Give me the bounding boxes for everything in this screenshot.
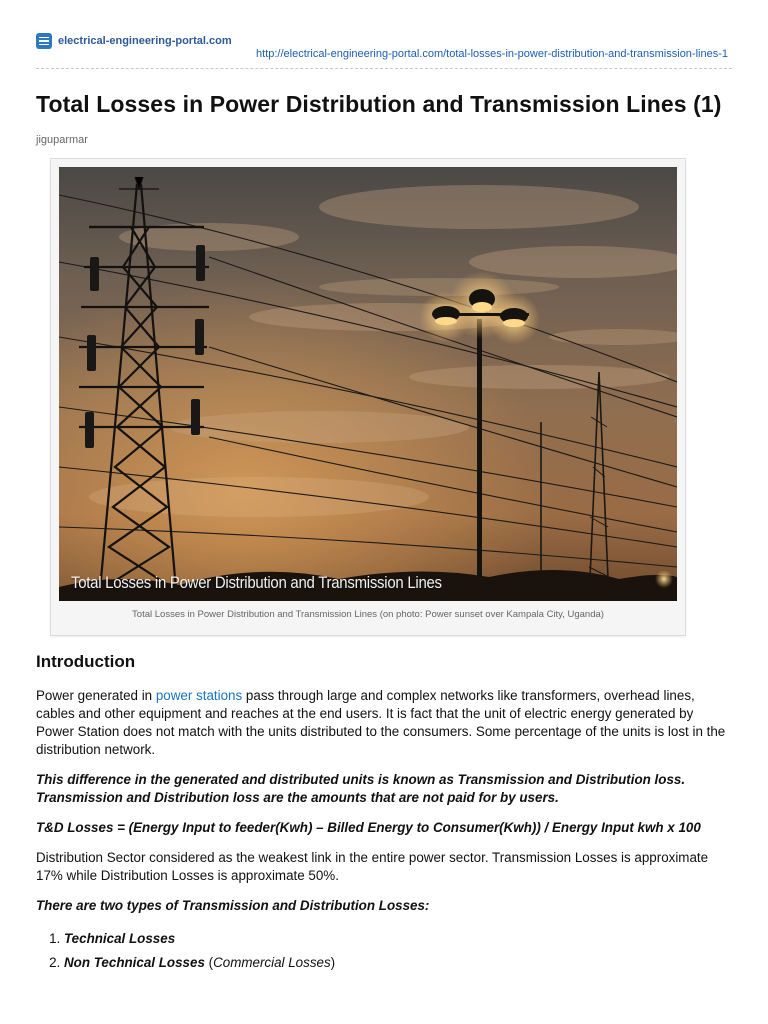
- loss-types-heading: There are two types of Transmission and Distribution Losses:: [36, 898, 430, 913]
- list-item-label: Technical Losses: [64, 931, 176, 946]
- list-item: 2. Non Technical Losses (Commercial Losses): [64, 951, 730, 975]
- intro-text-start: Power generated in: [36, 688, 156, 703]
- figure-caption: Total Losses in Power Distribution and Transmission Lines (on photo: Power sunset over Kampala City, Uganda): [132, 609, 604, 620]
- intro-paragraph: [36, 687, 730, 759]
- sector-paragraph: Distribution Sector considered as the weakest link in the entire power sector. Transmission Losses is approximate 17% while Distribution Losses is approximate 50%.: [36, 850, 709, 883]
- intro-text-end: pass through large and complex networks like transformers, overhead lines, cables and other equipment and reaches at the end users. It is fact that the unit of electric energy generated by Power Station does not match with the units distributed to the consumers. Some percentage of the units is lost in the distribution network.: [36, 688, 726, 757]
- list-item-note: Commercial Losses: [213, 955, 331, 970]
- td-loss-formula: T&D Losses = (Energy Input to feeder(Kwh) – Billed Energy to Consumer(Kwh)) / Energy Input kwh x 100: [36, 820, 701, 835]
- article-url[interactable]: http://electrical-engineering-portal.com/total-losses-in-power-distribution-and-transmission-lines-1: [256, 48, 728, 60]
- section-heading-introduction: Introduction: [36, 652, 136, 671]
- loss-types-list: [36, 927, 730, 975]
- article-figure: [50, 158, 686, 636]
- loss-definition-paragraph: This difference in the generated and distributed units is known as Transmission and Distribution loss. Transmission and Distribution loss are the amounts that are not paid for by users.: [36, 772, 686, 805]
- article-body: [36, 652, 730, 975]
- photo-overlay-title: Total Losses in Power Distribution and Transmission Lines: [71, 573, 442, 592]
- page-header: [36, 33, 732, 69]
- list-item-label: Non Technical Losses: [64, 955, 205, 970]
- article-title: Total Losses in Power Distribution and Transmission Lines (1): [36, 91, 722, 117]
- power-stations-link[interactable]: power stations: [155, 688, 243, 703]
- site-row: [36, 33, 732, 49]
- article-author: jiguparmar: [36, 134, 88, 146]
- site-name[interactable]: electrical-engineering-portal.com: [58, 35, 232, 47]
- site-logo-icon: [36, 33, 52, 49]
- header-divider: [36, 68, 732, 69]
- list-item: [64, 927, 730, 951]
- photo-power-lines-sunset: [59, 167, 677, 601]
